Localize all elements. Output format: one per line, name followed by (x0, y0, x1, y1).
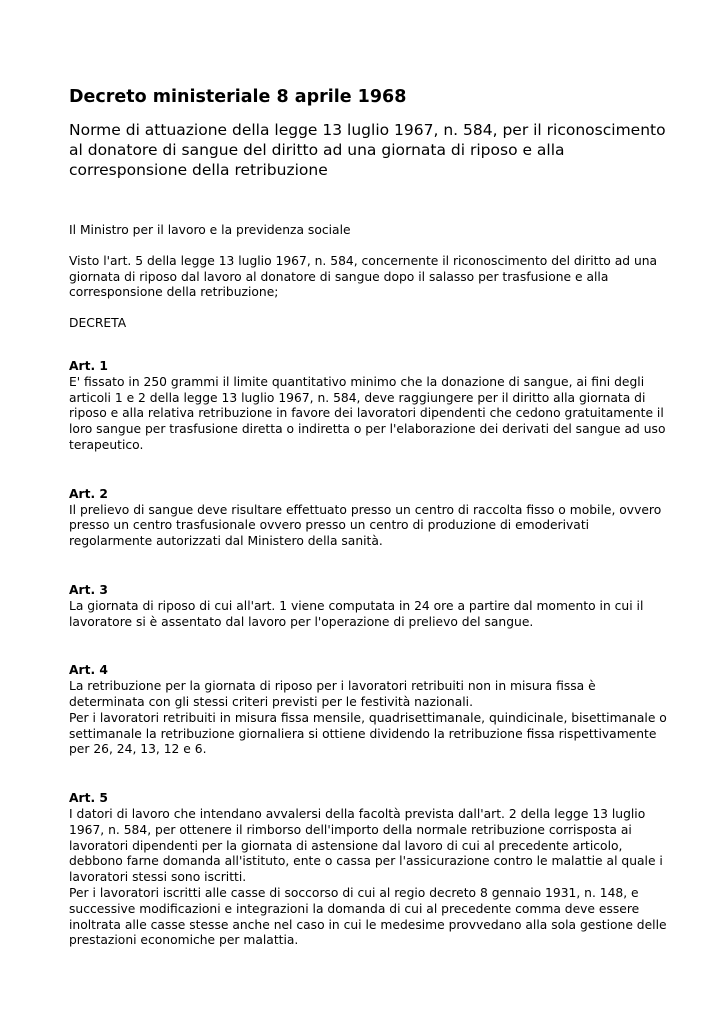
article-paragraph: Per i lavoratori retribuiti in misura fissa mensile, quadrisettimanale, quindicinale, bisettimanale o settimanale la retribuzione giornaliera si ottiene dividendo la retribuzione fissa rispettivamente per 26, 24, 13, 12 e 6. (69, 710, 667, 757)
article-paragraph: Per i lavoratori iscritti alle casse di soccorso di cui al regio decreto 8 gennaio 1931, n. 148, e successive modificazioni e integrazioni la domanda di cui al precedente comma deve essere inoltrata alle casse stesse anche nel caso in cui le medesime provvedano alla sola gestione delle prestazioni economiche per malattia. (69, 885, 667, 948)
article-heading: Art. 5 (69, 791, 108, 806)
article-3 (69, 583, 669, 630)
document-page (69, 86, 669, 949)
article-heading: Art. 2 (69, 486, 108, 501)
visto-paragraph: Visto l'art. 5 della legge 13 luglio 1967, n. 584, concernente il riconoscimento del diritto ad una giornata di riposo dal lavoro al donatore di sangue dopo il salasso per trasfusione e alla corresponsione della retribuzione; (69, 253, 658, 300)
article-paragraph: La giornata di riposo di cui all'art. 1 viene computata in 24 ore a partire dal momento in cui il lavoratore si è assentato dal lavoro per l'operazione di prelievo del sangue. (69, 598, 644, 629)
article-paragraph: I datori di lavoro che intendano avvalersi della facoltà prevista dall'art. 2 della legge 13 luglio 1967, n. 584, per ottenere il rimborso dell'importo della normale retribuzione corrisposta ai lavoratori dipendenti per la giornata di astensione dal lavoro di cui al precedente articolo, debbono farne domanda all'istituto, ente o cassa per l'assicurazione contro le malattie al quale i lavoratori stessi sono iscritti. (69, 806, 663, 885)
article-2 (69, 487, 669, 550)
article-5 (69, 791, 669, 949)
article-1 (69, 359, 669, 454)
minister-line: Il Ministro per il lavoro e la previdenza sociale (69, 223, 351, 237)
article-paragraph: La retribuzione per la giornata di riposo per i lavoratori retribuiti non in misura fissa è determinata con gli stessi criteri previsti per le festività nazionali. (69, 679, 596, 709)
article-paragraph: Il prelievo di sangue deve risultare effettuato presso un centro di raccolta fisso o mobile, ovvero presso un centro trasfusionale ovvero presso un centro di produzione di emoderivati regolarmente autorizzati dal Ministero della sanità. (69, 502, 662, 549)
article-4 (69, 663, 669, 758)
document-title: Decreto ministeriale 8 aprile 1968 (69, 87, 407, 107)
article-heading: Art. 4 (69, 663, 108, 678)
article-heading: Art. 3 (69, 582, 108, 597)
decreta-line: DECRETA (69, 316, 127, 331)
article-heading: Art. 1 (69, 358, 108, 373)
document-subtitle: Norme di attuazione della legge 13 luglio 1967, n. 584, per il riconoscimento al donatore di sangue del diritto ad una giornata di riposo e alla corresponsione della retribuzione (69, 121, 666, 179)
article-paragraph: E' fissato in 250 grammi il limite quantitativo minimo che la donazione di sangue, ai fini degli articoli 1 e 2 della legge 13 luglio 1967, n. 584, deve raggiungere per il diritto alla giornata di riposo e alla relativa retribuzione in favore dei lavoratori dipendenti che cedono gratuitamente il loro sangue per trasfusione diretta o indiretta o per l'elaborazione dei derivati del sangue ad uso terapeutico. (69, 374, 666, 452)
